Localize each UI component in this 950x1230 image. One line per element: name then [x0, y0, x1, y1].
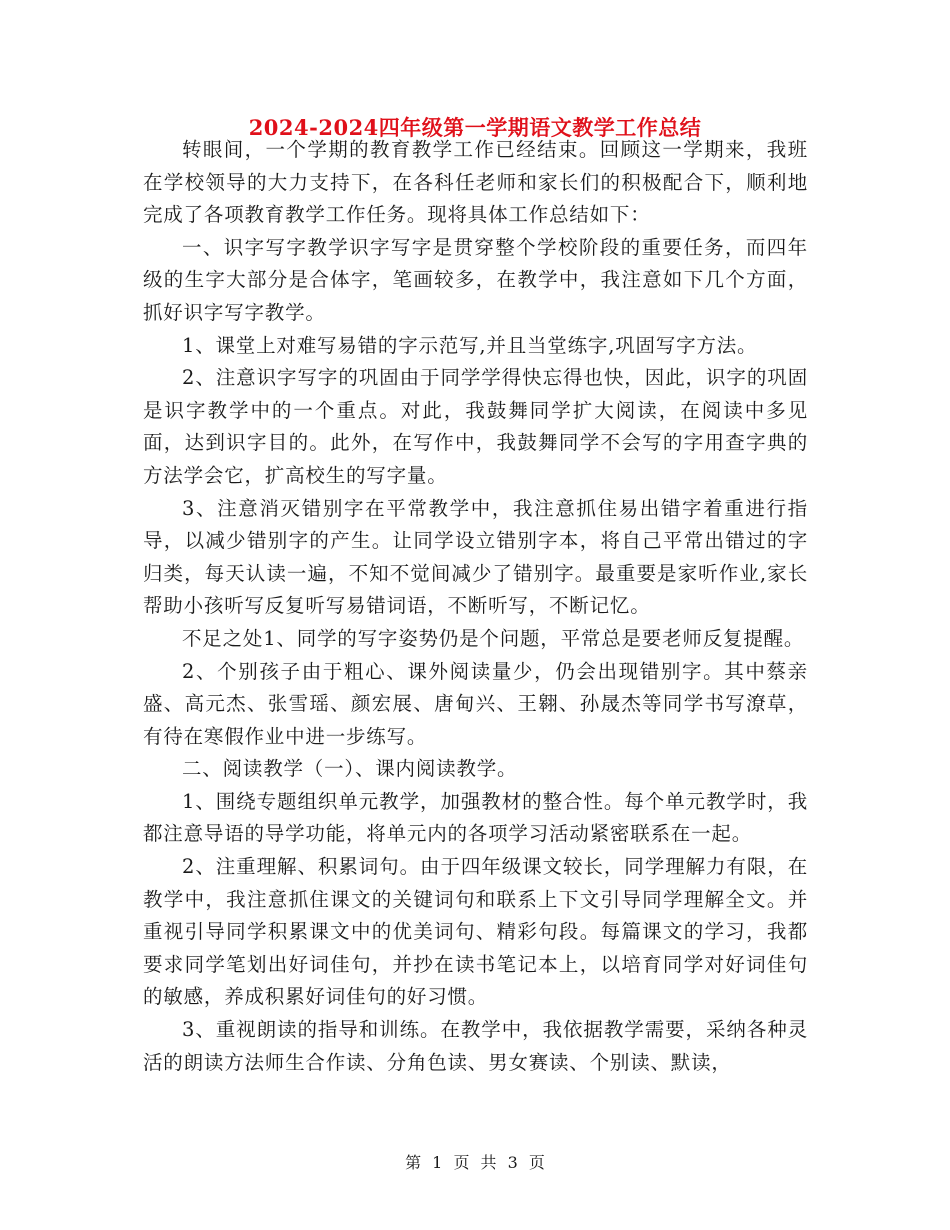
paragraph-literacy-point-2: 2、注意识字写字的巩固由于同学学得快忘得也快，因此，识字的巩固是识字教学中的一个重点。对此，我鼓舞同学扩大阅读，在阅读中多见面，达到识字目的。此外，在写作中，我鼓舞同学不会写的字用查字典的方法学会它，扩高校生的写字量。 — [143, 366, 808, 487]
paragraph-shortcoming-2: 2、个别孩子由于粗心、课外阅读量少，仍会出现错别字。其中蔡亲盛、高元杰、张雪瑶、颜宏展、唐甸兴、王翱、孙晟杰等同学书写潦草，有待在寒假作业中进一步练写。 — [143, 659, 808, 748]
paragraph-reading-point-2: 2、注重理解、积累词句。由于四年级课文较长，同学理解力有限，在教学中，我注意抓住课文的关键词句和联系上下文引导同学理解全文。并重视引导同学积累课文中的优美词句、精彩句段。每篇课文的学习，我都要求同学笔划出好词佳句，并抄在读书笔记本上，以培育同学对好词佳句的敏感，养成积累好词佳句的好习惯。 — [143, 855, 808, 1009]
paragraph-section-literacy: 一、识字写字教学识字写字是贯穿整个学校阶段的重要任务，而四年级的生字大部分是合体字，笔画较多，在教学中，我注意如下几个方面，抓好识字写字教学。 — [143, 235, 808, 324]
paragraph-reading-point-1: 1、围绕专题组织单元教学，加强教材的整合性。每个单元教学时，我都注意导语的导学功能，将单元内的各项学习活动紧密联系在一起。 — [143, 789, 808, 846]
page-footer: 第 1 页 共 3 页 — [405, 1153, 545, 1172]
paragraph-literacy-point-3: 3、注意消灭错别字在平常教学中，我注意抓住易出错字着重进行指导，以减少错别字的产生。让同学设立错别字本，将自己平常出错过的字归类，每天认读一遍，不知不觉间减少了错别字。最重要是家听作业,家长帮助小孩听写反复听写易错词语，不断听写，不断记忆。 — [143, 496, 808, 618]
paragraph-shortcoming-1: 不足之处1、同学的写字姿势仍是个问题，平常总是要老师反复提醒。 — [182, 626, 805, 650]
paragraph-reading-point-3: 3、重视朗读的指导和训练。在教学中，我依据教学需要，采纳各种灵活的朗读方法师生合作读、分角色读、男女赛读、个别读、默读， — [143, 1018, 808, 1074]
paragraph-section-reading: 二、阅读教学（一）、课内阅读教学。 — [182, 757, 518, 781]
document-title: 2024-2024四年级第一学期语文教学工作总结 — [248, 115, 702, 140]
paragraph-intro: 转眼间，一个学期的教育教学工作已经结束。回顾这一学期来，我班在学校领导的大力支持下，在各科任老师和家长们的积极配合下，顺利地完成了各项教育教学工作任务。现将具体工作总结如下： — [143, 138, 808, 227]
document-body — [143, 134, 808, 1079]
paragraph-literacy-point-1: 1、课堂上对难写易错的字示范写,并且当堂练字,巩固写字方法。 — [182, 333, 758, 357]
